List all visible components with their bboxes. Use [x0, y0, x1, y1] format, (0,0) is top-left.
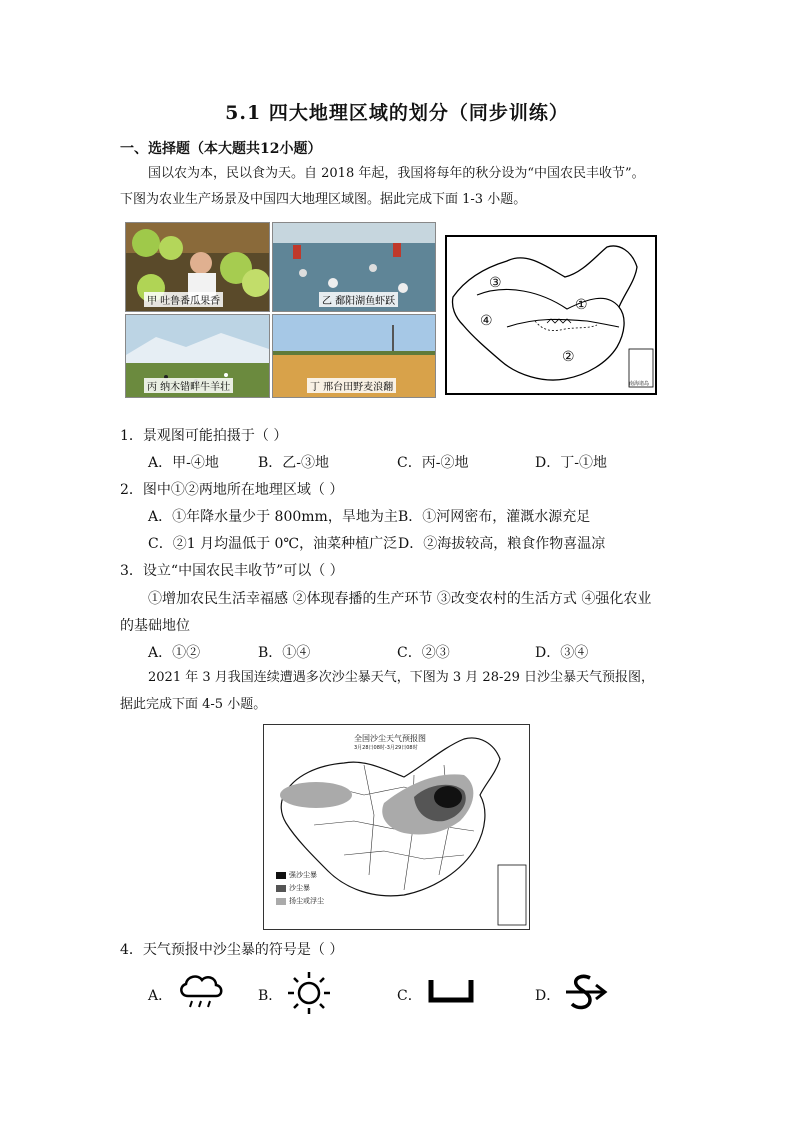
photo-caption: 甲 吐鲁番瓜果香: [144, 292, 223, 307]
q1-option-d[interactable]: D．丁-①地: [535, 455, 607, 471]
region-label-2: ②: [562, 349, 575, 365]
map2-legend: [276, 870, 324, 906]
legend-swatch: [276, 898, 286, 905]
q4-option-c[interactable]: C．: [397, 988, 422, 1004]
intro2-line-2: 据此完成下面 4-5 小题。: [120, 697, 267, 712]
legend-item: [276, 883, 324, 893]
photo-caption: 丁 邢台田野麦浪翻: [307, 378, 396, 393]
region-label-3: ③: [489, 275, 502, 291]
legend-label: 沙尘暴: [289, 884, 310, 892]
map2-title: 全国沙尘天气预报图: [354, 734, 426, 743]
q3-option-c[interactable]: C．②③: [397, 645, 450, 661]
legend-item: [276, 870, 324, 880]
page-title: 5.1 四大地理区域的划分（同步训练）: [225, 102, 569, 124]
photo-caption: 乙 鄱阳湖鱼虾跃: [319, 292, 398, 307]
q4-option-d[interactable]: D．: [535, 988, 561, 1004]
sandstorm-symbol-icon[interactable]: [562, 972, 610, 1012]
photo-turpan: [125, 222, 270, 312]
photo-caption: 丙 纳木错畔牛羊壮: [144, 378, 233, 393]
bracket-symbol-icon[interactable]: [428, 978, 474, 1004]
china-regions-map: [445, 235, 657, 395]
legend-label: 扬尘或浮尘: [289, 897, 324, 905]
q2-option-a[interactable]: A．①年降水量少于 800mm，旱地为主: [148, 509, 398, 525]
legend-item: [276, 896, 324, 906]
q2-option-c[interactable]: C．②1 月均温低于 0℃，油菜种植广泛: [148, 536, 398, 552]
q1-option-b[interactable]: B．乙-③地: [258, 455, 330, 471]
sandstorm-forecast-map: [263, 724, 530, 930]
q3-option-d[interactable]: D．③④: [535, 645, 589, 661]
photo-xingtai: [272, 314, 436, 398]
q1-option-a[interactable]: A．甲-④地: [148, 455, 219, 471]
q1-option-c[interactable]: C．丙-②地: [397, 455, 469, 471]
q3-option-a[interactable]: A．①②: [148, 645, 201, 661]
question-1-stem: 1．景观图可能拍摄于（ ）: [120, 428, 288, 444]
photo-poyang: [272, 222, 436, 312]
q2-option-d[interactable]: D．②海拔较高，粮食作物喜温凉: [398, 536, 606, 552]
q3-statements-line-2: 的基础地位: [120, 618, 190, 634]
question-2-stem: 2．图中①②两地所在地理区域（ ）: [120, 482, 344, 498]
intro2-line-1: 2021 年 3 月我国连续遭遇多次沙尘暴天气，下图为 3 月 28-29 日沙尘暴天气预报图，: [148, 670, 655, 685]
q3-option-b[interactable]: B．①④: [258, 645, 311, 661]
q4-option-b[interactable]: B．: [258, 988, 283, 1004]
question-3-stem: 3．设立“中国农民丰收节”可以（ ）: [120, 563, 344, 579]
q3-statements-line-1: ①增加农民生活幸福感 ②体现春播的生产环节 ③改变农村的生活方式 ④强化农业: [148, 591, 652, 607]
q2-option-b[interactable]: B．①河网密布，灌溉水源充足: [398, 509, 591, 525]
legend-swatch: [276, 872, 286, 879]
sun-icon[interactable]: [286, 970, 332, 1016]
photo-namtso: [125, 314, 270, 398]
q4-option-a[interactable]: A．: [148, 988, 173, 1004]
intro-line-1: 国以农为本，民以食为天。自 2018 年起，我国将每年的秋分设为“中国农民丰收节”。: [148, 166, 645, 181]
legend-swatch: [276, 885, 286, 892]
section-heading: 一、选择题（本大题共12小题）: [120, 141, 322, 157]
rain-cloud-icon[interactable]: [176, 972, 226, 1012]
region-label-1: ①: [575, 297, 588, 313]
inset-label: 南海诸岛: [629, 381, 650, 387]
region-label-4: ④: [480, 313, 493, 329]
question-4-stem: 4．天气预报中沙尘暴的符号是（ ）: [120, 942, 344, 958]
map2-subtitle: 3月28日08时-3月29日08时: [354, 745, 418, 751]
intro-line-2: 下图为农业生产场景及中国四大地理区域图。据此完成下面 1-3 小题。: [120, 192, 527, 207]
legend-label: 强沙尘暴: [289, 871, 317, 879]
